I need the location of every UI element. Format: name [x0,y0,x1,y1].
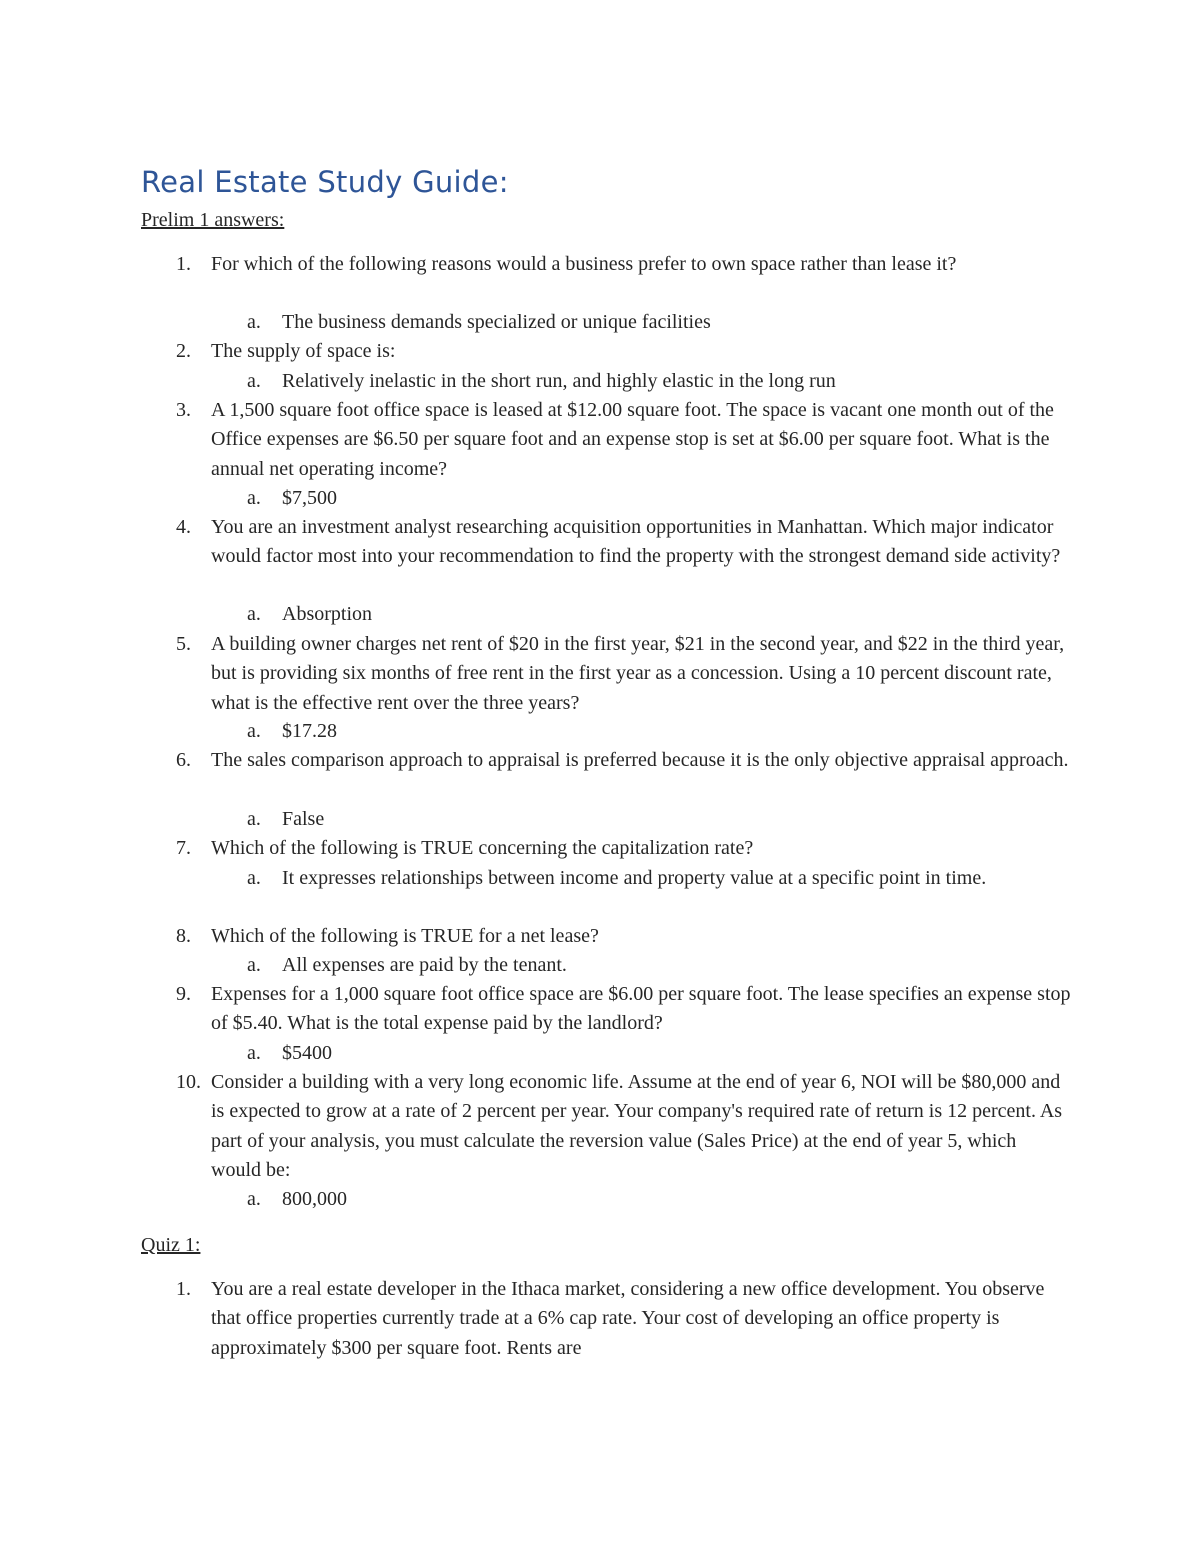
question-number: 7. [176,837,191,859]
answer-letter: a. [247,808,261,830]
answer-letter: a. [247,370,261,392]
answer-letter: a. [247,867,261,889]
answer-text: The business demands specialized or unique facilities [282,311,711,333]
question-number: 1. [176,1278,191,1300]
question-text: The sales comparison approach to appraisal is preferred because it is the only objective appraisal approach. [211,749,1069,771]
question-number: 3. [176,399,191,421]
question-text: A 1,500 square foot office space is leased at $12.00 square foot. The space is vacant one month out of the Office expenses are $6.50 per square foot and an expense stop is set at $6.00 per square foot. What is the annual net operating income? [211,399,1054,480]
question-text: Which of the following is TRUE concerning the capitalization rate? [211,837,754,859]
answer-text: Relatively inelastic in the short run, and highly elastic in the long run [282,370,836,392]
question-number: 10. [176,1071,201,1093]
answer-letter: a. [247,954,261,976]
answer-text: False [282,808,325,830]
question-text: Consider a building with a very long economic life. Assume at the end of year 6, NOI will be $80,000 and is expected to grow at a rate of 2 percent per year. Your company's required rate of return is 12 percent. As part of your analysis, you must calculate the reversion value (Sales Price) at the end of year 5, which would be: [211,1071,1063,1181]
answer-letter: a. [247,720,261,742]
question-text: A building owner charges net rent of $20 in the first year, $21 in the second year, and $22 in the third year, but is providing six months of free rent in the first year as a concession. Using a 10 percent discount rate, what is the effective rent over the three years? [211,633,1065,714]
answer-text: 800,000 [282,1188,347,1210]
question-text: The supply of space is: [211,340,396,362]
question-number: 1. [176,253,191,275]
answer-letter: a. [247,487,261,509]
question-number: 8. [176,925,191,947]
question-number: 2. [176,340,191,362]
question-text: You are a real estate developer in the Ithaca market, considering a new office development. You observe that office properties currently trade at a 6% cap rate. Your cost of developing an office property is approximately $300 per square foot. Rents are [211,1278,1045,1359]
answer-text: $7,500 [282,487,337,509]
answer-text: $17.28 [282,720,337,742]
question-text: Which of the following is TRUE for a net lease? [211,925,599,947]
question-text: You are an investment analyst researching acquisition opportunities in Manhattan. Which major indicator would factor most into your recommendation to find the property with the strongest demand side activity? [211,516,1061,568]
answer-letter: a. [247,603,261,625]
question-text: Expenses for a 1,000 square foot office space are $6.00 per square foot. The lease specifies an expense stop of $5.40. What is the total expense paid by the landlord? [211,983,1071,1035]
answer-text: It expresses relationships between income and property value at a specific point in time. [282,867,987,889]
question-number: 6. [176,749,191,771]
answer-text: $5400 [282,1042,332,1064]
section-heading-prelim: Prelim 1 answers: [141,209,285,231]
answer-text: All expenses are paid by the tenant. [282,954,567,976]
question-number: 4. [176,516,191,538]
answer-letter: a. [247,1188,261,1210]
question-number: 5. [176,633,191,655]
section-heading-quiz: Quiz 1: [141,1234,201,1256]
answer-text: Absorption [282,603,372,625]
answer-letter: a. [247,1042,261,1064]
page-title: Real Estate Study Guide: [141,165,509,199]
answer-letter: a. [247,311,261,333]
question-text: For which of the following reasons would a business prefer to own space rather than lease it? [211,253,957,275]
question-number: 9. [176,983,191,1005]
